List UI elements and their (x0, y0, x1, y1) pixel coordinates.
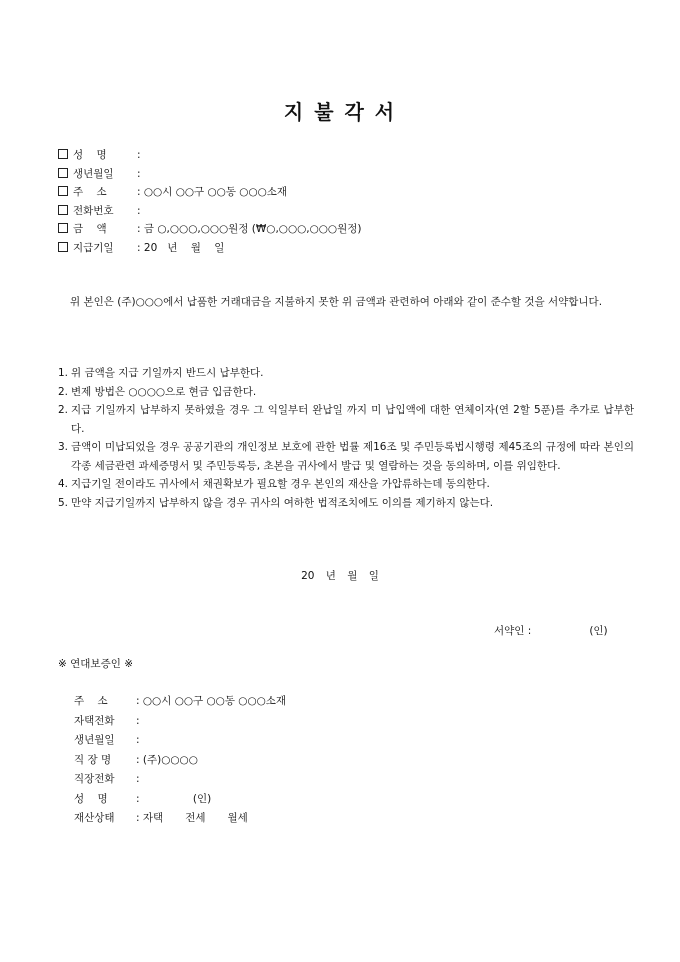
info-value: ○○시 ○○구 ○○동 ○○○소재 (143, 186, 288, 198)
item-number: 2. (58, 385, 69, 398)
property-option: 전세 (185, 812, 206, 824)
list-item (58, 494, 634, 513)
checkbox-icon (58, 149, 68, 159)
guarantor-label: 직장전화 (74, 773, 115, 785)
guarantor-row-work-phone: 직장전화 : (74, 770, 286, 790)
signature-line (494, 623, 608, 638)
item-number: 3. (58, 441, 69, 453)
info-label: 전화번호 (73, 204, 114, 217)
info-label: 지급기일 (73, 241, 114, 254)
checkbox-icon (58, 205, 68, 215)
guarantor-row-address: 주 소 : ○○시 ○○구 ○○동 ○○○소재 (74, 692, 286, 712)
preamble-text: 위 본인은 (주)○○○에서 납품한 거래대금을 지불하지 못한 위 금액과 관련하여 아래와 같이 준수할 것을 서약합니다. (70, 296, 603, 308)
item-number: 4. (58, 478, 69, 490)
item-text: 만약 지급기일까지 납부하지 않을 경우 귀사의 여하한 법적조치에도 이의를 제기하지 않는다. (71, 496, 494, 509)
item-text: 금액이 미납되었을 경우 공공기관의 개인정보 보호에 관한 법률 제16조 및 주민등록법시행령 제45조의 규정에 따라 본인의 각종 세금관련 과세증명서 및 주민등록등, 초본을 귀사에서 발급 및 열람하는 것을 동의하며, 이를 위임한다. (71, 441, 634, 472)
info-sep: : (137, 241, 141, 254)
document-date: 20 년 월 일 (301, 570, 379, 582)
info-row-phone (58, 202, 361, 221)
property-option: 월세 (227, 812, 248, 824)
list-item (58, 438, 634, 475)
terms-list (58, 364, 634, 512)
guarantor-value: (주)○○○○ (142, 753, 198, 766)
item-text: 지급 기일까지 납부하지 못하였을 경우 그 익일부터 완납일 까지 미 납입액에 대한 연체이자(연 2할 5푼)를 추가로 납부한다. (71, 404, 634, 435)
item-text: 변제 방법은 ○○○○으로 현금 입금한다. (71, 385, 257, 398)
list-item (58, 401, 634, 438)
guarantor-label: 재산상태 (74, 812, 115, 824)
info-label: 생년월일 (73, 167, 114, 180)
item-number: 5. (58, 496, 69, 509)
info-sep: : (137, 223, 141, 235)
info-sep: : (137, 149, 141, 161)
guarantor-row-workplace: 직 장 명 : (주)○○○○ (74, 751, 286, 771)
guarantor-label: 직 장 명 (74, 753, 112, 766)
info-label: 금 액 (73, 223, 107, 235)
info-row-due-date (58, 239, 361, 258)
guarantor-heading: ※ 연대보증인 ※ (58, 658, 133, 670)
property-option: 자택 (142, 812, 164, 824)
info-label: 성 명 (73, 149, 107, 161)
info-sep: : (137, 186, 141, 198)
info-row-birth (58, 165, 361, 184)
checkbox-icon (58, 223, 68, 233)
info-sep: : (137, 167, 141, 180)
guarantor-row-birth: 생년월일 : (74, 731, 286, 751)
guarantor-info (74, 692, 286, 829)
applicant-info (58, 146, 361, 257)
info-row-address (58, 183, 361, 202)
info-sep: : (137, 204, 141, 217)
checkbox-icon (58, 242, 68, 252)
list-item (58, 364, 634, 383)
info-value: 금 ○,○○○,○○○원정 (₩○,○○○,○○○원정) (143, 223, 362, 235)
checkbox-icon (58, 168, 68, 178)
seal-mark: (인) (192, 792, 212, 805)
item-number: 2. (58, 404, 69, 416)
list-item (58, 475, 634, 494)
guarantor-row-home-phone: 자택전화 : (74, 712, 286, 732)
item-text: 위 금액을 지급 기일까지 반드시 납부한다. (71, 367, 264, 379)
info-row-amount (58, 220, 361, 239)
info-row-name (58, 146, 361, 165)
document-title: 지 불 각 서 (283, 100, 397, 124)
guarantor-label: 성 명 (74, 792, 108, 805)
item-text: 지급기일 전이라도 귀사에서 채권확보가 필요할 경우 본인의 재산을 가압류하는데 동의한다. (71, 478, 490, 490)
item-number: 1. (58, 367, 69, 379)
guarantor-value: ○○시 ○○구 ○○동 ○○○소재 (142, 695, 287, 707)
guarantor-row-name: 성 명 : (인) (74, 790, 286, 810)
guarantor-row-property: 재산상태 : 자택 전세 월세 (74, 809, 286, 829)
signature-label: 서약인 : (494, 625, 532, 637)
guarantor-label: 생년월일 (74, 734, 115, 746)
guarantor-label: 주 소 (74, 695, 108, 707)
info-value: 20 년 월 일 (143, 241, 225, 254)
checkbox-icon (58, 186, 68, 196)
seal-mark: (인) (589, 625, 608, 637)
guarantor-label: 자택전화 (74, 714, 115, 727)
info-label: 주 소 (73, 186, 107, 198)
preamble-paragraph (58, 292, 634, 312)
list-item (58, 383, 634, 402)
